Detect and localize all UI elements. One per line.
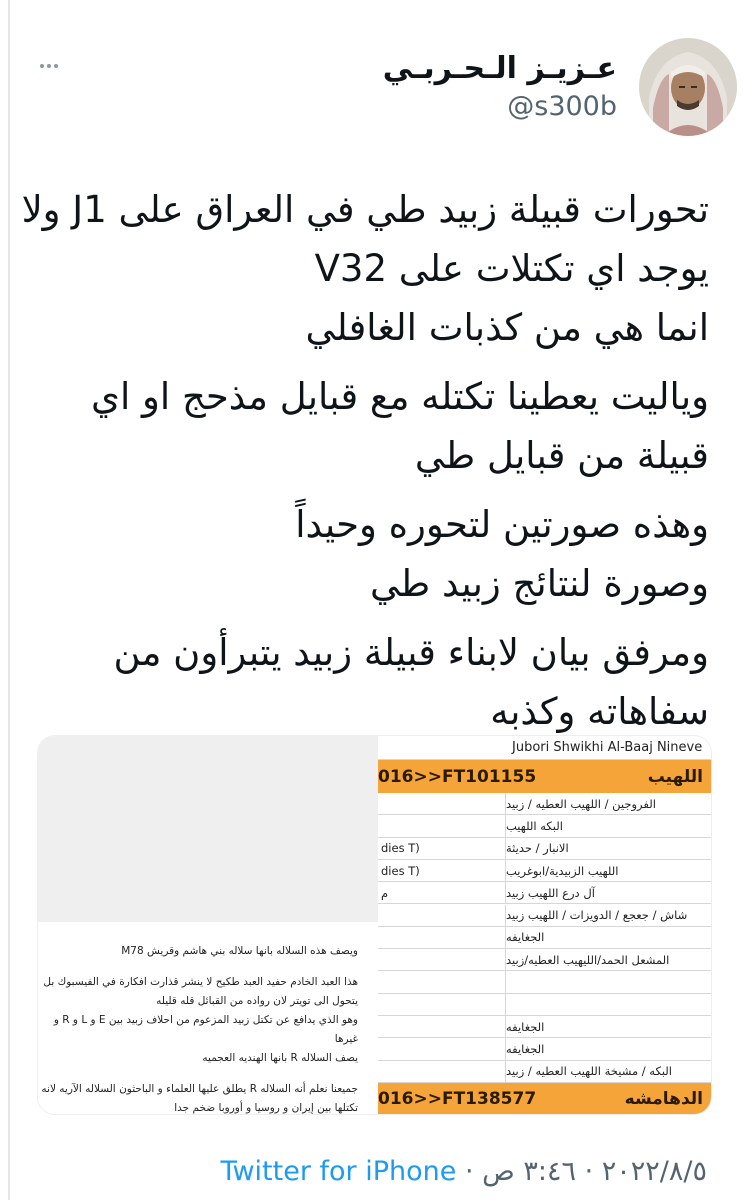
sheet-cell bbox=[378, 1016, 506, 1037]
author-display-name[interactable]: عـزيـز الـحـربـي bbox=[382, 51, 617, 86]
tweet-client-link[interactable]: Twitter for iPhone bbox=[220, 1156, 457, 1187]
sheet-row bbox=[378, 793, 712, 815]
tweet-meta bbox=[220, 1156, 707, 1187]
sheet-row bbox=[378, 949, 712, 971]
sheet-row bbox=[378, 815, 712, 837]
tweet-text bbox=[21, 180, 709, 751]
meta-separator: · bbox=[584, 1156, 594, 1187]
sheet-cell: الجغايفه bbox=[506, 1019, 545, 1034]
more-horizontal-icon[interactable] bbox=[40, 64, 58, 68]
sheet-cell bbox=[506, 994, 712, 1015]
sheet-cell bbox=[378, 994, 506, 1015]
meta-separator: · bbox=[464, 1156, 474, 1187]
sheet-cell: اللهيب الزبيدية/ابوغريب bbox=[506, 863, 619, 878]
sheet-row bbox=[378, 882, 712, 904]
sheet-cell: آل درع اللهيب زبيد bbox=[506, 885, 595, 900]
tweet-line: سفاهاته وكذبه bbox=[490, 690, 709, 733]
sheet-header-row bbox=[378, 736, 712, 760]
sheet-cell bbox=[378, 905, 506, 926]
statement-line: وهو الذي يدافع عن تكتل زبيد المزعوم من احلاف زبيد بين E و L و R و bbox=[53, 1014, 358, 1026]
statement-line: هذا العبد الخادم حفيد العبد طكيح لا ينشر قذارت افكارة في الفيسبوك بل bbox=[43, 976, 358, 988]
sheet-row bbox=[378, 860, 712, 882]
sheet-row bbox=[378, 927, 712, 949]
statement-text bbox=[41, 942, 358, 1115]
sheet-cell bbox=[378, 1061, 506, 1082]
tribe-name: اللهيب bbox=[647, 766, 703, 787]
tweet-line: تحورات قبيلة زبيد طي في العراق على J1 ولا bbox=[21, 188, 709, 231]
sheet-cell bbox=[506, 971, 712, 992]
sheet-cell bbox=[378, 793, 506, 814]
thread-line bbox=[8, 0, 10, 1200]
statement-line: يتحول الى تويتر لان رواده من القبائل قله قليله bbox=[156, 995, 358, 1007]
media-image-statement[interactable] bbox=[38, 736, 378, 1115]
sheet-cell: البكه اللهيب bbox=[506, 818, 563, 833]
sheet-cell bbox=[378, 971, 506, 992]
sheet-cell: الجغايفه bbox=[506, 930, 545, 945]
tweet-line: قبيلة من قبايل طي bbox=[414, 434, 709, 477]
sheet-row bbox=[378, 1016, 712, 1038]
sheet-row bbox=[378, 971, 712, 993]
tweet-line: وصورة لنتائج زبيد طي bbox=[369, 562, 709, 605]
sheet-haplogroup-row bbox=[378, 1083, 712, 1115]
statement-line: يصف السلاله R بانها الهنديه العجميه bbox=[202, 1052, 358, 1064]
tweet-paragraph bbox=[49, 495, 709, 613]
sheet-cell: الانبار / حديثة bbox=[506, 841, 569, 856]
author-handle[interactable]: @s300b bbox=[507, 91, 617, 122]
tweet-line: وهذه صورتين لتحوره وحيداً bbox=[295, 503, 709, 546]
tweet-paragraph bbox=[49, 367, 709, 485]
sheet-row bbox=[378, 905, 712, 927]
haplogroup-code: 016>>FT101155 bbox=[378, 766, 537, 787]
tribe-name: الدهامشه bbox=[624, 1089, 703, 1110]
sheet-row bbox=[378, 838, 712, 860]
sheet-cell: المشعل الحمد/الليهيب العطيه/زبيد bbox=[506, 952, 670, 967]
sheet-haplogroup-row bbox=[378, 760, 712, 793]
tweet-time[interactable]: ٣:٤٦ ص bbox=[482, 1156, 576, 1187]
sheet-cell bbox=[378, 815, 506, 836]
sheet-cell bbox=[378, 1038, 506, 1059]
sheet-row bbox=[378, 1038, 712, 1060]
tweet-line: وياليت يعطينا تكتله مع قبايل مذحج او اي bbox=[91, 375, 709, 418]
statement-gap bbox=[58, 1068, 358, 1080]
sheet-cell: الجغايفه bbox=[506, 1041, 545, 1056]
avatar[interactable] bbox=[639, 38, 737, 136]
statement-line: غيرها bbox=[334, 1033, 358, 1045]
media-attachment[interactable] bbox=[37, 735, 712, 1115]
statement-gap bbox=[58, 961, 358, 973]
sheet-cell: شاش / جعجع / الدويزات / اللهيب زبيد bbox=[506, 908, 688, 923]
sheet-row bbox=[378, 994, 712, 1016]
sheet-cell bbox=[378, 927, 506, 948]
sheet-cell: الفروجين / اللهيب العطيه / زبيد bbox=[506, 796, 656, 811]
sheet-cell: dies T) bbox=[378, 838, 506, 859]
sheet-cell: م bbox=[378, 882, 506, 903]
sheet-cell: dies T) bbox=[378, 860, 506, 881]
statement-line: جميعنا نعلم أنه السلاله R يطلق عليها العلماء و الباحثون السلاله الآريه لانه bbox=[41, 1083, 358, 1095]
media-image-spreadsheet[interactable] bbox=[378, 736, 712, 1115]
tweet-paragraph bbox=[49, 623, 709, 741]
tweet-line: يوجد اي تكتلات على V32 bbox=[314, 247, 709, 290]
image-blank-area bbox=[38, 736, 378, 922]
sheet-row bbox=[378, 1061, 712, 1083]
statement-line: ويصف هذه السلاله بانها سلاله بني هاشم وقريش M78 bbox=[121, 945, 358, 957]
tweet-header bbox=[383, 38, 737, 136]
tweet-line: ومرفق بيان لابناء قبيلة زبيد يتبرأون من bbox=[113, 631, 709, 674]
sheet-header-text: Jubori Shwikhi Al-Baaj Nineve bbox=[512, 740, 703, 755]
tweet-paragraph bbox=[21, 180, 709, 357]
statement-line: تكتلها بين إيران و روسيا و أوروبا ضخم جدا bbox=[174, 1102, 358, 1114]
haplogroup-code: 016>>FT138577 bbox=[378, 1089, 537, 1110]
sheet-cell bbox=[378, 949, 506, 970]
tweet-line: انما هي من كذبات الغافلي bbox=[305, 306, 709, 349]
tweet-date[interactable]: ٢٠٢٢/٨/٥ bbox=[601, 1156, 707, 1187]
sheet-cell: البكه / مشيخة اللهيب العطيه / زبيد bbox=[506, 1064, 672, 1079]
